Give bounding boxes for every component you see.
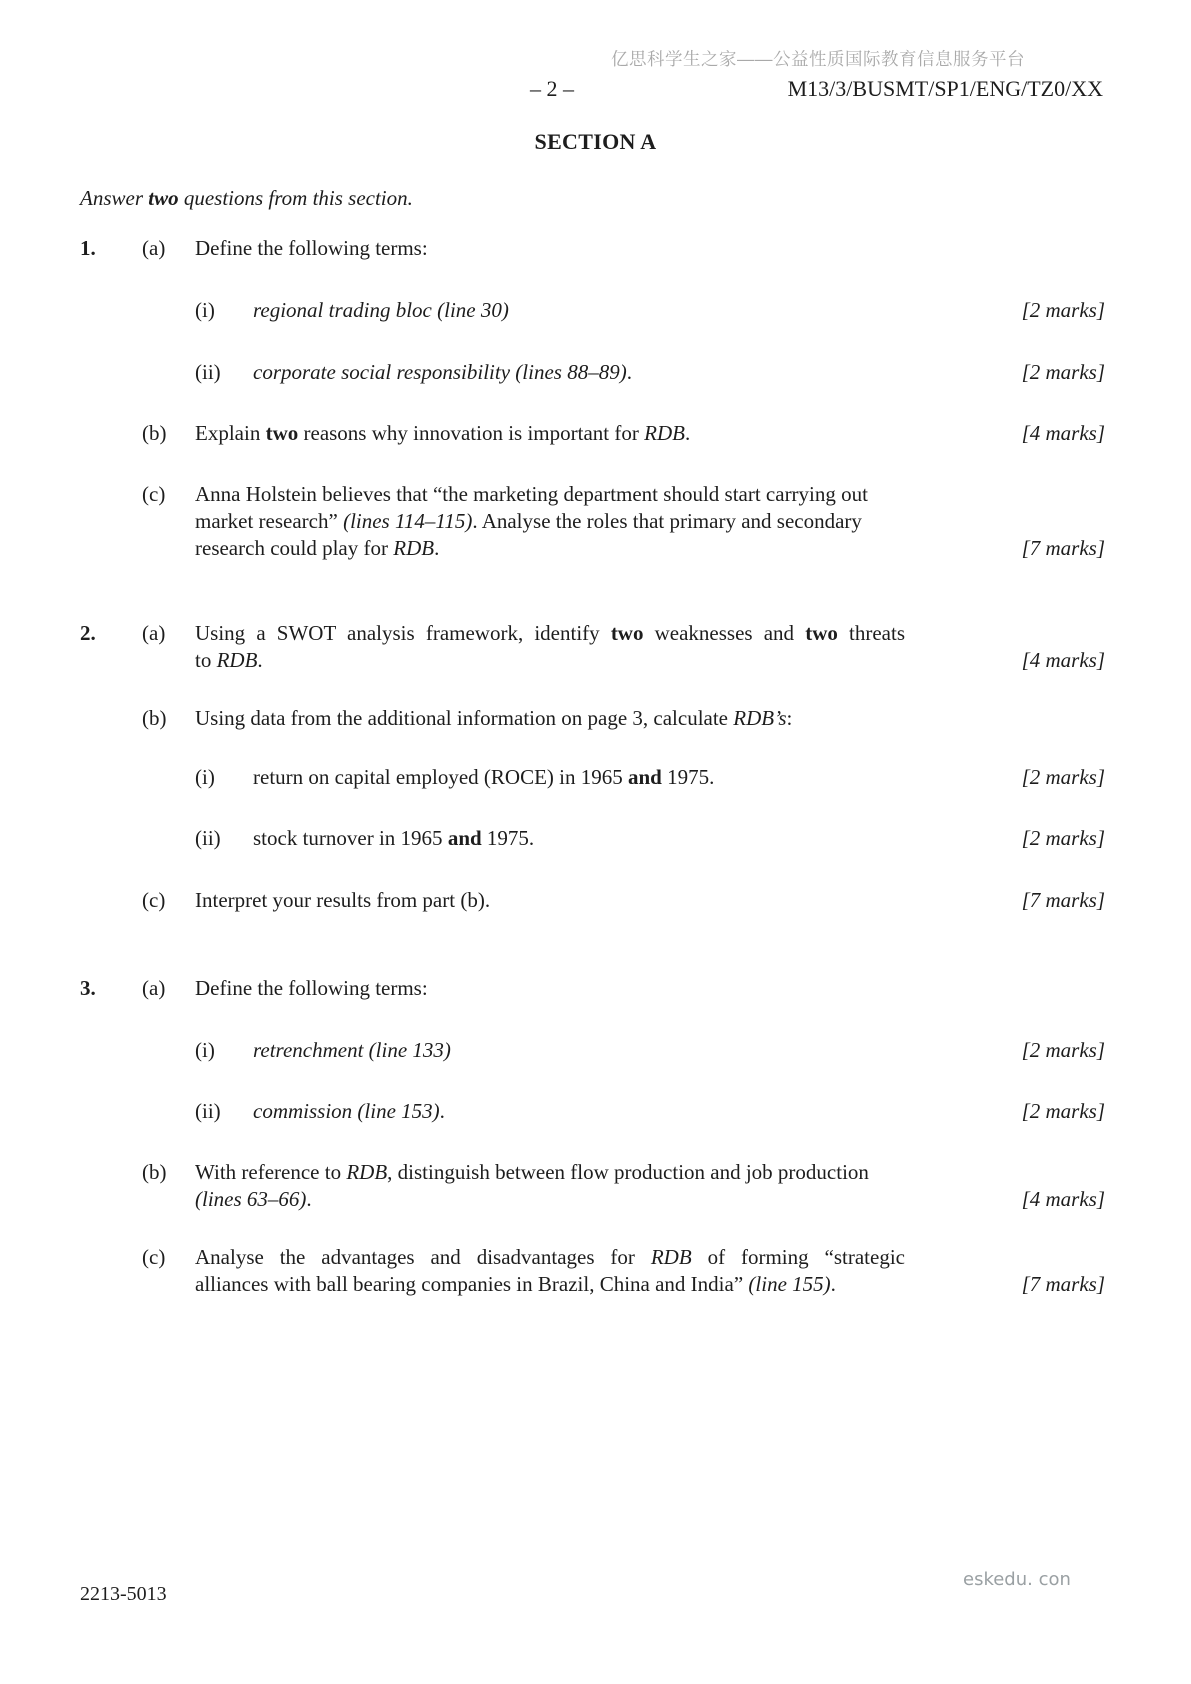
part-text-line: Using data from the additional information on page 3, calculate RDB’s: xyxy=(195,706,793,730)
marks-label: [4 marks] xyxy=(1021,1187,1105,1211)
questions-area xyxy=(80,185,1105,1298)
part-label: (b) xyxy=(142,421,167,445)
paper-reference-number: 2213-5013 xyxy=(80,1583,167,1605)
section-instruction: Answer two questions from this section. xyxy=(80,186,413,210)
question-number: 2. xyxy=(80,621,96,645)
sub-label: (i) xyxy=(195,1038,215,1062)
part-label: (b) xyxy=(142,706,167,730)
question-2-part-b-i xyxy=(80,764,1105,791)
sub-text-line: regional trading bloc (line 30) xyxy=(253,298,509,322)
question-1-part-c xyxy=(80,481,1105,562)
part-text-line: (lines 63–66). xyxy=(195,1187,312,1211)
question-2-part-c xyxy=(80,887,1105,914)
part-label: (c) xyxy=(142,888,166,912)
question-2-part-a xyxy=(80,620,1105,674)
part-label: (c) xyxy=(142,482,166,506)
part-text-line: research could play for RDB. xyxy=(195,536,440,560)
part-text-line: Define the following terms: xyxy=(195,236,428,260)
part-text-line: market research” (lines 114–115). Analyse the roles that primary and secondary xyxy=(195,509,862,533)
sub-text-line: return on capital employed (ROCE) in 1965 and 1975. xyxy=(253,765,715,789)
part-label: (a) xyxy=(142,621,166,645)
question-1-part-a-i xyxy=(80,297,1105,324)
marks-label: [2 marks] xyxy=(1021,1038,1105,1062)
part-text-line: With reference to RDB, distinguish between flow production and job production xyxy=(195,1160,869,1184)
sub-label: (ii) xyxy=(195,360,221,384)
marks-label: [4 marks] xyxy=(1021,648,1105,672)
marks-label: [4 marks] xyxy=(1021,421,1105,445)
question-2-part-b-ii xyxy=(80,825,1105,852)
question-3-part-a-ii xyxy=(80,1098,1105,1125)
page-number: – 2 – xyxy=(530,76,574,101)
part-text-line: alliances with ball bearing companies in Brazil, China and India” (line 155). xyxy=(195,1272,836,1296)
part-text-line: Define the following terms: xyxy=(195,976,428,1000)
question-3-part-a xyxy=(80,975,1105,1002)
paper-code: M13/3/BUSMT/SP1/ENG/TZ0/XX xyxy=(787,76,1103,101)
part-text-line: to RDB. xyxy=(195,648,263,672)
marks-label: [7 marks] xyxy=(1021,536,1105,560)
question-1-part-b xyxy=(80,420,1105,447)
marks-label: [2 marks] xyxy=(1021,1099,1105,1123)
sub-text-line: corporate social responsibility (lines 88–89). xyxy=(253,360,632,384)
part-text-line: Anna Holstein believes that “the marketing department should start carrying out xyxy=(195,482,868,506)
part-text-line: Explain two reasons why innovation is important for RDB. xyxy=(195,421,691,445)
site-watermark-text: 亿思科学生之家——公益性质国际教育信息服务平台 xyxy=(611,49,1025,69)
part-text-line: Analyse the advantages and disadvantages for RDB of forming “strategic xyxy=(195,1245,905,1269)
question-1-part-a-ii xyxy=(80,359,1105,386)
sub-text-line: commission (line 153). xyxy=(253,1099,445,1123)
question-3-part-c xyxy=(80,1244,1105,1298)
question-number: 3. xyxy=(80,976,96,1000)
sub-label: (ii) xyxy=(195,826,221,850)
part-label: (c) xyxy=(142,1245,166,1269)
part-label: (a) xyxy=(142,236,166,260)
marks-label: [7 marks] xyxy=(1021,1272,1105,1296)
question-2-part-b xyxy=(80,705,1105,732)
sub-label: (i) xyxy=(195,765,215,789)
part-label: (a) xyxy=(142,976,166,1000)
site-footer-watermark: eskedu. con xyxy=(963,1569,1071,1590)
sub-label: (ii) xyxy=(195,1099,221,1123)
part-text-line: Interpret your results from part (b). xyxy=(195,888,491,912)
marks-label: [2 marks] xyxy=(1021,360,1105,384)
marks-label: [2 marks] xyxy=(1021,298,1105,322)
question-number: 1. xyxy=(80,236,96,260)
marks-label: [7 marks] xyxy=(1021,888,1105,912)
marks-label: [2 marks] xyxy=(1021,765,1105,789)
part-label: (b) xyxy=(142,1160,167,1184)
sub-text-line: stock turnover in 1965 and 1975. xyxy=(253,826,535,850)
sub-label: (i) xyxy=(195,298,215,322)
sub-text-line: retrenchment (line 133) xyxy=(253,1038,451,1062)
question-3-part-b xyxy=(80,1159,1105,1213)
section-title: SECTION A xyxy=(534,129,657,154)
question-1-part-a xyxy=(80,235,1105,262)
marks-label: [2 marks] xyxy=(1021,826,1105,850)
question-3-part-a-i xyxy=(80,1037,1105,1064)
part-text-line: Using a SWOT analysis framework, identify two weaknesses and two threats xyxy=(195,621,905,645)
